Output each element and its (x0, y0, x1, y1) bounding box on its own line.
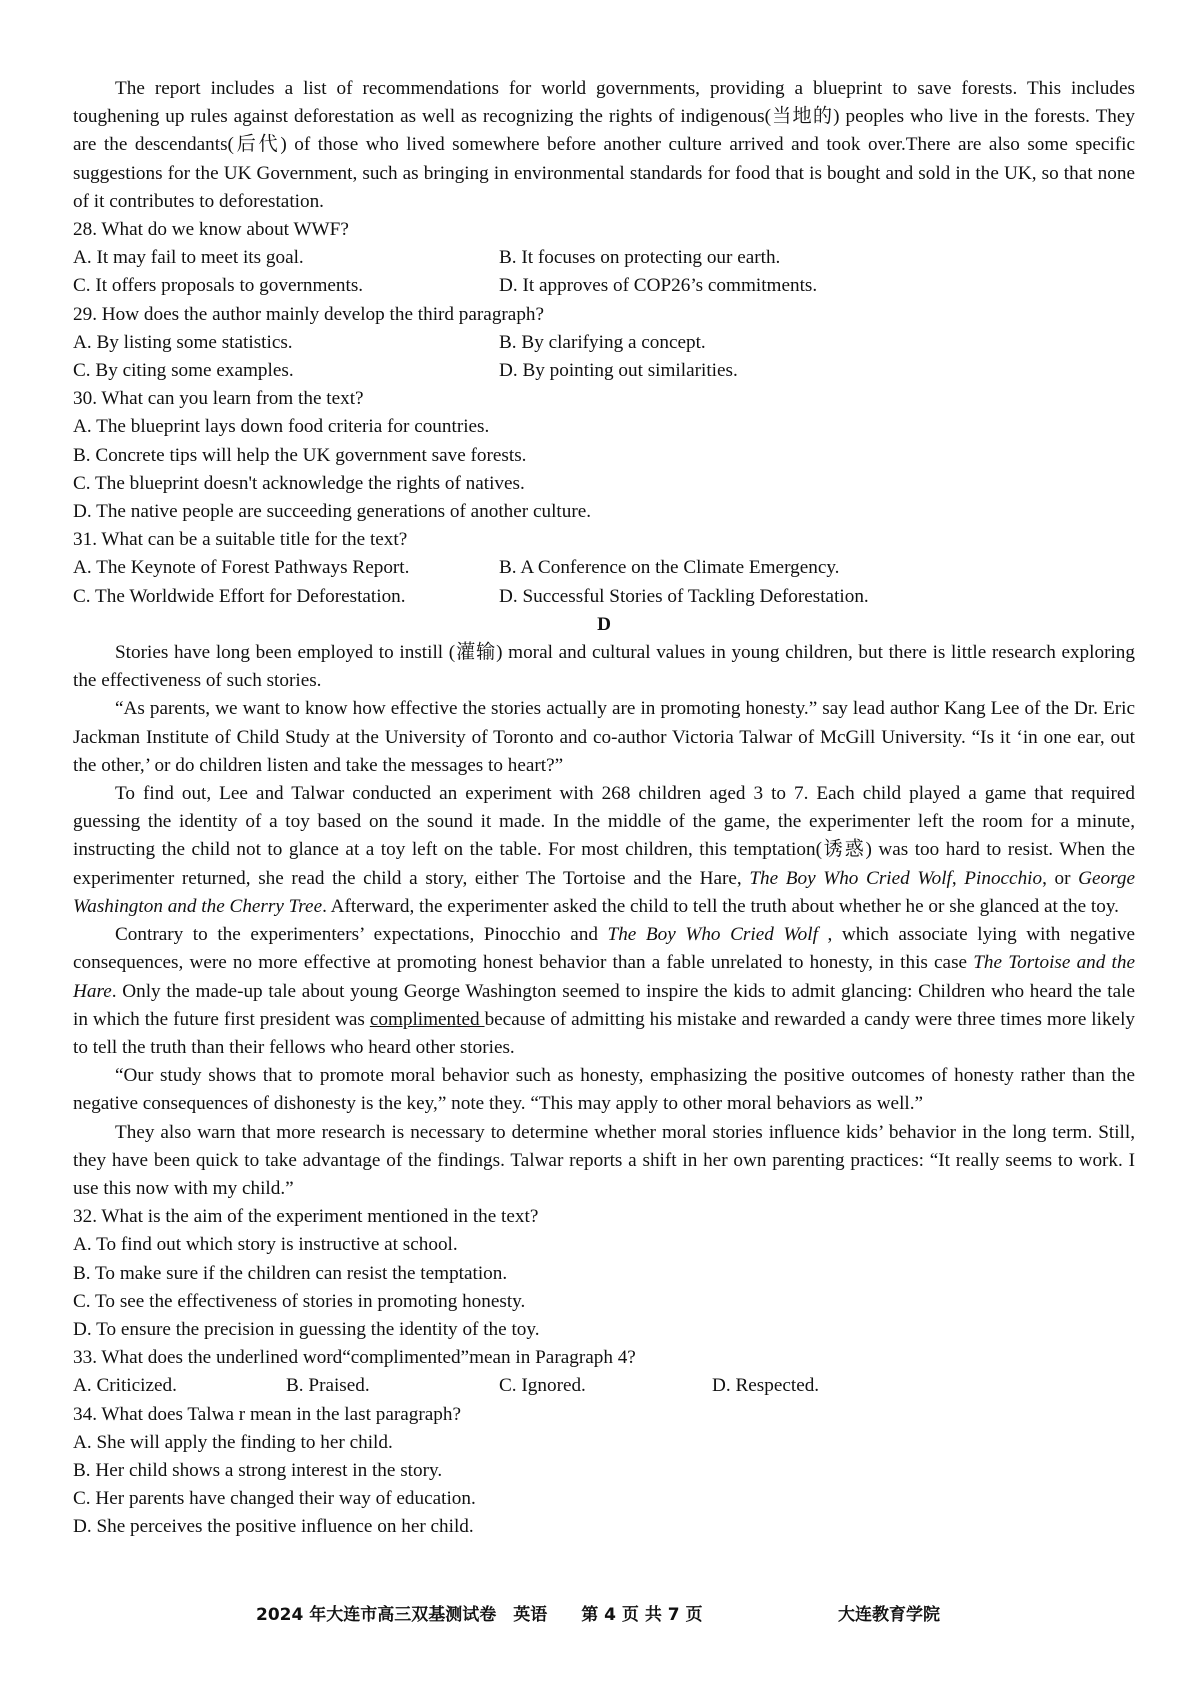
passage-d-paragraph-2: “As parents, we want to know how effective the stories actually are in promoting honesty.” say lead author Kang Lee of the Dr. Eric Jackman Institute of Child Study at the University of Toronto and co-author Victoria Talwar of McGill University. “Is it ‘in one ear, out the other,’ or do children listen and take the messages to heart?” (73, 698, 1135, 776)
option-b: B. By clarifying a concept. (499, 331, 706, 353)
option-c: C. Ignored. (499, 1375, 586, 1397)
option-a: A. The Keynote of Forest Pathways Report. (73, 557, 410, 579)
question-29-options-row-2 (73, 357, 1135, 385)
story-title: The Tortoise and the Hare (73, 952, 1135, 1002)
option-a: A. By listing some statistics. (73, 331, 293, 353)
option-d: D. The native people are succeeding generations of another culture. (73, 501, 592, 523)
option-c: C. The blueprint doesn't acknowledge the rights of natives. (73, 472, 525, 494)
text: To find out, Lee and Talwar conducted an experiment with 268 children aged 3 to 7. Each child played a game that required guessing the identity of a toy based on the sound it made. In the middle of the game, the experimenter left the room for a minute, instructing the child not to glance at a toy left on the table. For most children, this temptation(诱惑) was too hard to resist. When the experimenter returned, she read the child a story, either The Tortoise and the Hare, (73, 783, 1135, 889)
passage-d-paragraph-4 (73, 921, 1135, 1062)
question-31-stem: 31. What can be a suitable title for the text? (73, 529, 408, 551)
exam-page (73, 75, 1135, 1542)
text: because of admitting his mistake and rewarded a candy were three times more likely to tell the truth than their fellows who heard other stories. (73, 1008, 1135, 1058)
question-34-stem: 34. What does Talwa r mean in the last paragraph? (73, 1403, 461, 1425)
text: , (951, 867, 965, 889)
question-32-stem: 32. What is the aim of the experiment mentioned in the text? (73, 1206, 539, 1228)
text: , or (1042, 867, 1079, 889)
story-title: Pinocchio (964, 867, 1043, 889)
question-30-stem: 30. What can you learn from the text? (73, 388, 364, 410)
question-33-options (73, 1372, 1135, 1400)
option-a: A. To find out which story is instructive at school. (73, 1234, 458, 1256)
text: Contrary to the experimenters’ expectations, Pinocchio and (115, 924, 608, 946)
option-a: A. It may fail to meet its goal. (73, 247, 304, 269)
question-33-stem: 33. What does the underlined word“complimented”mean in Paragraph 4? (73, 1347, 636, 1369)
story-title: The Boy Who Cried Wolf (607, 924, 818, 946)
option-d: D. Successful Stories of Tackling Deforestation. (499, 585, 869, 607)
section-d-heading: D (597, 613, 611, 635)
question-28-options-row-2 (73, 272, 1135, 300)
underlined-word: complimented (369, 1008, 485, 1030)
option-d: D. By pointing out similarities. (499, 360, 738, 382)
text: . Afterward, the experimenter asked the child to tell the truth about whether he or she glanced at the toy. (322, 895, 1119, 917)
story-title: The Boy Who Cried Wolf (749, 867, 952, 889)
footer-exam-info: 2024 年大连市高三双基测试卷 英语 第 4 页 共 7 页 (256, 1605, 703, 1625)
option-d: D. To ensure the precision in guessing the identity of the toy. (73, 1318, 540, 1340)
passage-d-paragraph-6: They also warn that more research is necessary to determine whether moral stories influence kids’ behavior in the long term. Still, they have been quick to take advantage of the findings. Talwar reports a shift in her own parenting practices: “It really seems to work. I use this now with my child.” (73, 1121, 1135, 1199)
option-b: B. To make sure if the children can resist the temptation. (73, 1262, 508, 1284)
question-28-options-row-1 (73, 244, 1135, 272)
passage-paragraph: The report includes a list of recommendations for world governments, providing a blueprint to save forests. This includes toughening up rules against deforestation as well as recognizing the rights of indigenous(当地的) peoples who live in the forests. They are the descendants(后代) of those who lived somewhere before another culture arrived and took over.There are also some specific suggestions for the UK Government, such as bringing in environmental standards for food that is bought and sold in the UK, so that none of it contributes to deforestation. (73, 78, 1135, 212)
text: . Only the made-up tale about young George Washington seemed to inspire the kids to admit glancing: Children who heard the tale in which the future first president was (73, 980, 1135, 1030)
option-c: C. Her parents have changed their way of education. (73, 1488, 476, 1510)
question-28-stem: 28. What do we know about WWF? (73, 219, 349, 241)
question-31-options-row-1 (73, 554, 1135, 582)
option-d: D. It approves of COP26’s commitments. (499, 275, 818, 297)
option-b: B. Concrete tips will help the UK government save forests. (73, 444, 527, 466)
option-c: C. It offers proposals to governments. (73, 275, 364, 297)
question-31-options-row-2 (73, 583, 1135, 611)
option-a: A. The blueprint lays down food criteria for countries. (73, 416, 490, 438)
passage-d-paragraph-1: Stories have long been employed to instill (灌输) moral and cultural values in young children, but there is little research exploring the effectiveness of such stories. (73, 642, 1135, 692)
option-b: B. Her child shows a strong interest in the story. (73, 1459, 443, 1481)
question-29-options-row-1 (73, 329, 1135, 357)
option-c: C. To see the effectiveness of stories in promoting honesty. (73, 1290, 526, 1312)
option-d: D. She perceives the positive influence on her child. (73, 1516, 474, 1538)
option-c: C. By citing some examples. (73, 360, 294, 382)
option-b: B. Praised. (286, 1375, 370, 1397)
passage-d-paragraph-3 (73, 780, 1135, 921)
option-b: B. A Conference on the Climate Emergency. (499, 557, 840, 579)
option-b: B. It focuses on protecting our earth. (499, 247, 781, 269)
story-title: George Washington and the Cherry Tree (73, 867, 1135, 917)
question-29-stem: 29. How does the author mainly develop the third paragraph? (73, 303, 545, 325)
option-d: D. Respected. (712, 1375, 820, 1397)
passage-d-paragraph-5: “Our study shows that to promote moral behavior such as honesty, emphasizing the positive outcomes of honesty rather than the negative consequences of dishonesty is the key,” note they. “This may apply to other moral behaviors as well.” (73, 1065, 1135, 1115)
text: , which associate lying with negative consequences, were no more effective at promoting honest behavior than a fable unrelated to honesty, in this case (73, 924, 1135, 974)
option-a: A. Criticized. (73, 1375, 177, 1397)
option-a: A. She will apply the finding to her child. (73, 1431, 393, 1453)
footer-publisher: 大连教育学院 (838, 1605, 940, 1625)
option-c: C. The Worldwide Effort for Deforestation. (73, 585, 406, 607)
